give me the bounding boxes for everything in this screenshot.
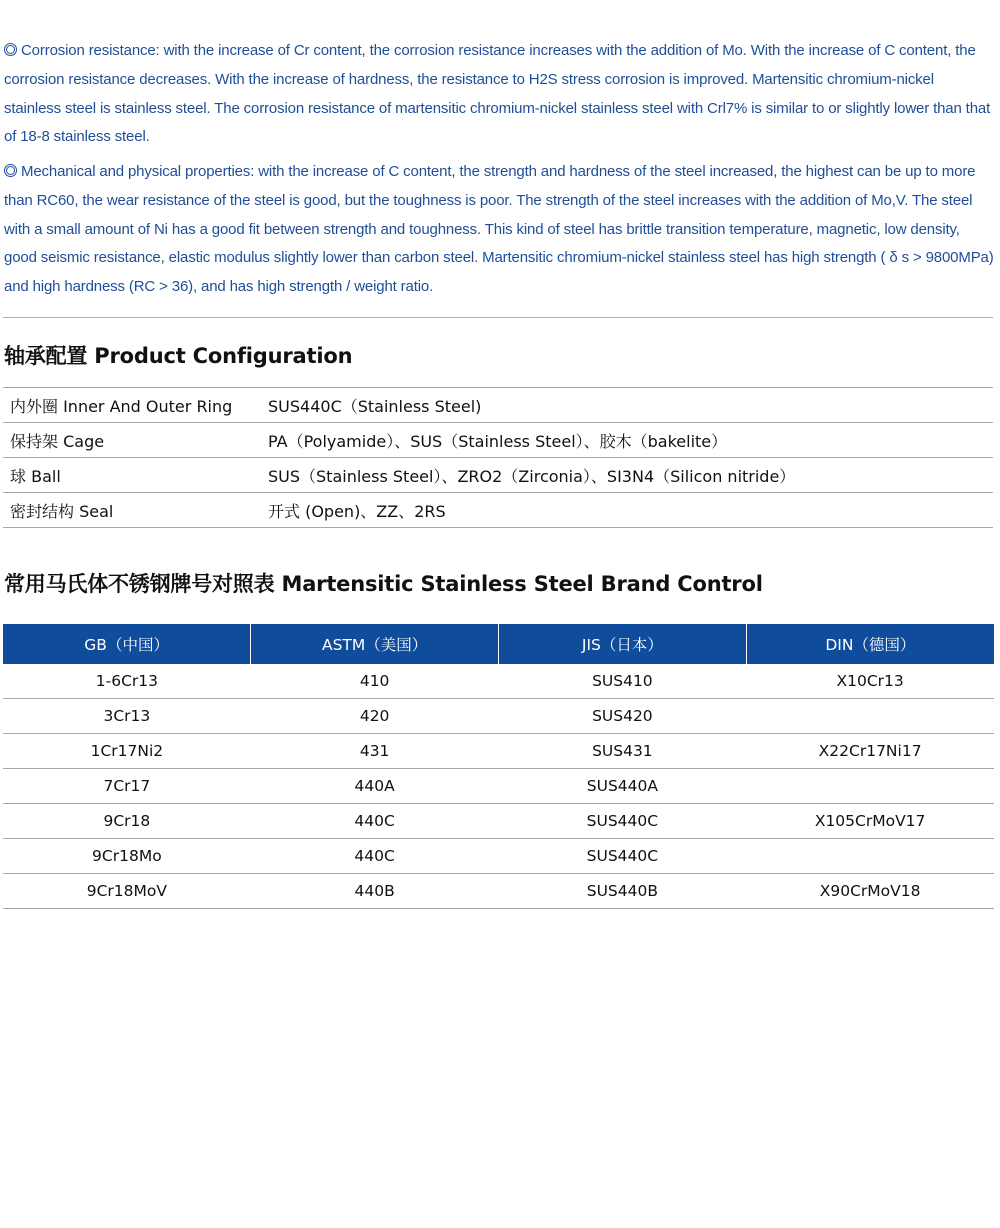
din-cell	[746, 699, 994, 734]
column-header-jis: JIS（日本）	[499, 624, 747, 664]
mechanical-text: Mechanical and physical properties: with the increase of C content, the strength and hardness of the steel increased, the highest can be up to more than RC60, the wear resistance of the steel is good, but the toughness is poor. The strength of the steel increases with the addition of Mo,V. The steel with a small amount of Ni has a good fit between strength and toughness. This kind of steel has brittle transition temperature, magnetic, low density, good seismic resistance, elastic modulus slightly lower than carbon steel. Martensitic chromium-nickel stainless steel has high strength ( δ s > 9800MPa) and high hardness (RC > 36), and has high strength / weight ratio.	[4, 163, 994, 296]
config-value: PA（Polyamide）、SUS（Stainless Steel）、胶木（bakelite）	[261, 423, 993, 458]
astm-cell: 431	[251, 734, 499, 769]
corrosion-text: Corrosion resistance: with the increase of Cr content, the corrosion resistance increases with the addition of Mo. With the increase of C content, the corrosion resistance decreases. With the increase of hardness, the resistance to H2S stress corrosion is improved. Martensitic chromium-nickel stainless steel is stainless steel. The corrosion resistance of martensitic chromium-nickel stainless steel with Crl7% is similar to or slightly lower than that of 18-8 stainless steel.	[4, 42, 991, 146]
double-circle-bullet-icon	[4, 164, 17, 177]
config-value: SUS440C（Stainless Steel)	[261, 388, 993, 423]
din-cell: X22Cr17Ni17	[746, 734, 994, 769]
table-header-row	[3, 624, 994, 664]
astm-cell: 440C	[251, 804, 499, 839]
din-cell: X105CrMoV17	[746, 804, 994, 839]
din-cell	[746, 769, 994, 804]
gb-cell: 9Cr18MoV	[3, 874, 251, 909]
gb-cell: 1Cr17Ni2	[3, 734, 251, 769]
jis-cell: SUS440C	[499, 839, 747, 874]
gb-cell: 9Cr18	[3, 804, 251, 839]
brand-control-table	[3, 624, 994, 909]
table-row	[3, 769, 994, 804]
table-row	[3, 388, 993, 423]
table-row	[3, 423, 993, 458]
config-label: 保持架 Cage	[3, 423, 261, 458]
jis-cell: SUS440B	[499, 874, 747, 909]
table-row	[3, 804, 994, 839]
config-label: 球 Ball	[3, 458, 261, 493]
jis-cell: SUS420	[499, 699, 747, 734]
jis-cell: SUS440C	[499, 804, 747, 839]
table-row	[3, 493, 993, 528]
gb-cell: 1-6Cr13	[3, 664, 251, 699]
table-row	[3, 664, 994, 699]
corrosion-paragraph	[4, 37, 994, 152]
jis-cell: SUS410	[499, 664, 747, 699]
product-configuration-table	[3, 387, 993, 528]
jis-cell: SUS440A	[499, 769, 747, 804]
table-row	[3, 699, 994, 734]
product-configuration-title: 轴承配置 Product Configuration	[4, 344, 353, 368]
table-row	[3, 839, 994, 874]
astm-cell: 440A	[251, 769, 499, 804]
astm-cell: 440B	[251, 874, 499, 909]
table-row	[3, 458, 993, 493]
double-circle-bullet-icon	[4, 43, 17, 56]
column-header-gb: GB（中国）	[3, 624, 251, 664]
mechanical-paragraph	[4, 158, 994, 302]
astm-cell: 410	[251, 664, 499, 699]
column-header-din: DIN（德国）	[746, 624, 994, 664]
din-cell: X10Cr13	[746, 664, 994, 699]
config-value: SUS（Stainless Steel）、ZRO2（Zirconia）、SI3N4（Silicon nitride）	[261, 458, 993, 493]
astm-cell: 440C	[251, 839, 499, 874]
config-label: 内外圈 Inner And Outer Ring	[3, 388, 261, 423]
section-divider	[3, 317, 993, 318]
din-cell: X90CrMoV18	[746, 874, 994, 909]
astm-cell: 420	[251, 699, 499, 734]
brand-control-title: 常用马氏体不锈钢牌号对照表 Martensitic Stainless Steel Brand Control	[4, 572, 763, 596]
din-cell	[746, 839, 994, 874]
table-row	[3, 874, 994, 909]
gb-cell: 3Cr13	[3, 699, 251, 734]
jis-cell: SUS431	[499, 734, 747, 769]
column-header-astm: ASTM（美国）	[251, 624, 499, 664]
gb-cell: 7Cr17	[3, 769, 251, 804]
table-row	[3, 734, 994, 769]
config-label: 密封结构 Seal	[3, 493, 261, 528]
config-value: 开式 (Open)、ZZ、2RS	[261, 493, 993, 528]
gb-cell: 9Cr18Mo	[3, 839, 251, 874]
